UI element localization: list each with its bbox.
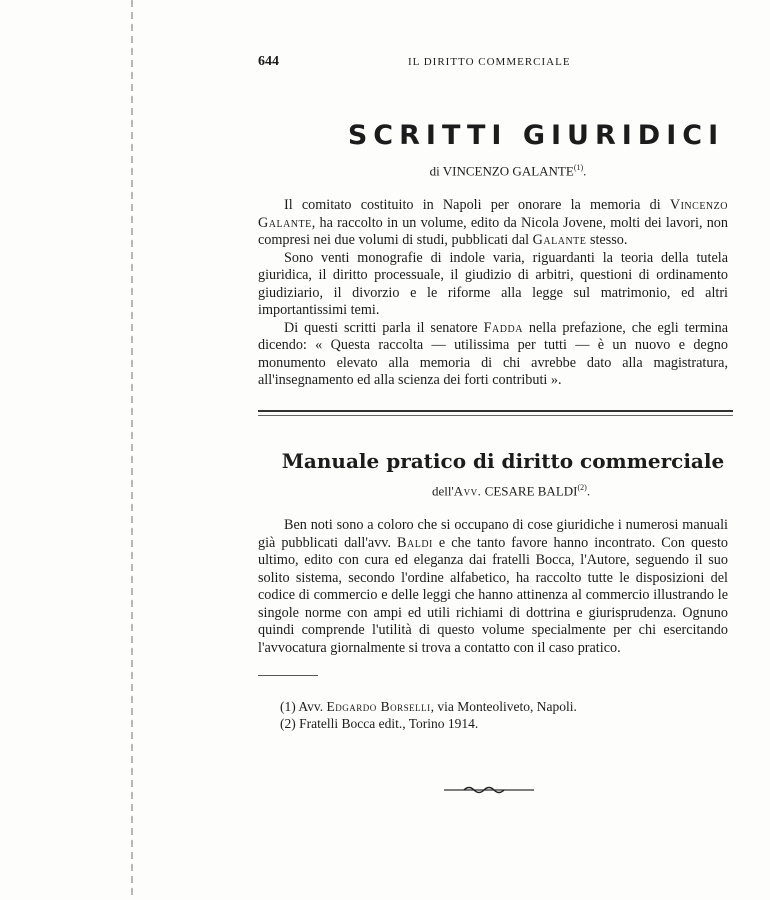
review2-title: Manuale pratico di diritto commerciale bbox=[281, 448, 725, 473]
page-number: 644 bbox=[258, 54, 279, 69]
byline-prefix: di bbox=[429, 163, 440, 179]
review2-paragraph1: Ben noti sono a coloro che si occupano di cose giuridiche i numerosi manuali già pubblicati dall'avv. Baldi e che tanto favore hanno incontrato. Con questo ultimo, edito con cura ed eleganza dai fratelli Bocca, l'Autore, seguendo il suo solito sistema, secondo l'ordine alfabetico, ha raccolto tutte le disposizioni del codice di commercio e delle leggi che hanno attinenza al commercio illustrando le singole norme con ampi ed utili richiami di dottrina e giurisprudenza. Ognuno quindi comprende l'utilità di questo volume specialmente per chi esercitando l'avvocatura giornalmente si trova a contatto con il caso pratico. bbox=[258, 517, 728, 656]
author-name: VINCENZO GALANTE bbox=[442, 163, 574, 179]
review1-title: SCRITTI GIURIDICI bbox=[347, 120, 725, 151]
review1-byline: di VINCENZO GALANTE$^{(1)}$. bbox=[429, 163, 587, 179]
running-title: IL DIRITTO COMMERCIALE bbox=[408, 56, 571, 68]
review1-paragraph3: Di questi scritti parla il senatore Fadda nella prefazione, che egli termina dicendo: « Questa raccolta — utilissima per tutti — è un nuovo e degno monumento elevato alla memoria di chi avrebbe dato alla magistratura, all'insegnamento ed alla scienza dei forti contributi ». bbox=[258, 319, 729, 389]
running-header bbox=[258, 54, 728, 70]
binding-edge-line bbox=[131, 0, 133, 900]
footnote-separator bbox=[258, 675, 318, 676]
tailpiece-ornament-icon bbox=[444, 784, 534, 796]
footnote-2: (2) Fratelli Bocca edit., Torino 1914. bbox=[280, 716, 479, 732]
footnote-ref: (1) bbox=[573, 163, 584, 172]
review1-paragraph2: Sono venti monografie di indole varia, riguardanti la teoria della tutela giuridica, il diritto processuale, il giudizio di arbitri, questioni di ordinamento giudiziario, il divorzio e le riforme alla legge sul matrimonio, ed altri importantissimi temi. bbox=[258, 249, 728, 319]
review1-body bbox=[258, 197, 728, 390]
page-content bbox=[258, 54, 728, 801]
footnote-ref: (2) bbox=[577, 482, 587, 492]
footnote-1: (1) Avv. Edgardo Borselli, via Monteoliveto, Napoli. bbox=[280, 699, 577, 715]
section-divider bbox=[258, 410, 733, 416]
author-name: CESARE BALDI bbox=[484, 483, 578, 499]
footnotes bbox=[258, 698, 728, 732]
review2-byline: dell'Avv. CESARE BALDI$^{(2)}$. bbox=[431, 482, 591, 499]
review2-body bbox=[258, 517, 728, 657]
review1-paragraph1: Il comitato costituito in Napoli per onorare la memoria di Vincenzo Galante, ha raccolto in un volume, edito da Nicola Jovene, molti dei lavori, non compresi nei due volumi di studi, pubblicati dal Galante stesso. bbox=[258, 197, 728, 249]
